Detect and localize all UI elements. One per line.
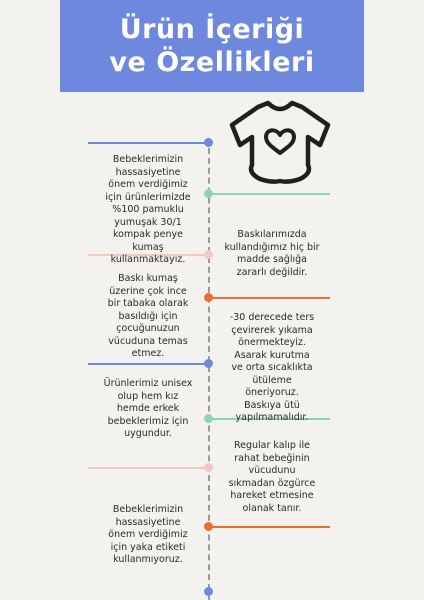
text-line: Bebeklerimizin (112, 154, 184, 165)
timeline-dot-9 (204, 587, 213, 596)
text-line: hemde erkek (116, 403, 180, 414)
text-line: etmez. (131, 348, 165, 359)
connector-line-7 (88, 467, 208, 469)
timeline-dot-1 (204, 138, 213, 147)
text-line: kullanmaktayız. (110, 254, 186, 265)
page-title-line2: ve Özellikleri (109, 47, 315, 78)
connector-line-5 (88, 363, 208, 365)
text-line: Bebeklerimizin (112, 504, 184, 515)
text-line: ütüleme (252, 374, 292, 386)
text-line: ve orta sıcaklıkta (231, 362, 313, 373)
text-line: önem verdiğimiz (108, 529, 188, 540)
text-line: çocuğunuzun (116, 323, 180, 334)
text-line: olup hem kız (117, 390, 179, 402)
connector-line-1 (88, 142, 208, 144)
connector-line-2 (210, 193, 330, 195)
feature-text-2 (212, 229, 332, 279)
page-title-line1: Ürün İçeriği (119, 14, 305, 45)
feature-text-5 (88, 378, 208, 441)
text-line: vücuduna temas (108, 335, 188, 347)
text-line: sıkmadan özgürce (228, 477, 316, 489)
text-line: çevirerek yıkama (231, 324, 313, 336)
text-line: kumaş (132, 241, 164, 253)
feature-text-6 (212, 440, 332, 515)
text-line: kullandığımız hiç bir (224, 241, 320, 253)
connector-line-8 (210, 526, 330, 528)
text-line: önermekteyiz. (238, 337, 306, 348)
text-line: olanak tanır. (242, 502, 302, 514)
text-line: Ürünlerimiz unisex (103, 378, 193, 389)
text-line: Asarak kurutma (234, 349, 310, 361)
text-line: hassasiyetine (115, 516, 181, 528)
text-line: rahat bebeğinin (234, 452, 310, 464)
text-line: yapılmamalıdır. (235, 412, 309, 423)
text-line: yumuşak 30/1 (114, 216, 182, 228)
text-line: bir tabaka olarak (107, 298, 189, 309)
text-line: Baskı kumaş (118, 273, 178, 284)
text-line: madde sağlığa (237, 254, 307, 265)
text-line: için yaka etiketi (110, 541, 186, 553)
text-line: bebeklerimiz için (107, 415, 189, 427)
feature-text-1 (88, 154, 208, 267)
text-line: hareket etmesine (230, 490, 314, 501)
baby-onesie-heart-icon (228, 95, 332, 191)
text-line: zararlı değildir. (236, 266, 308, 278)
text-line: kullanmıyoruz. (113, 554, 183, 565)
text-line: hassasiyetine (115, 166, 181, 178)
text-line: Baskıya ütü (244, 399, 300, 411)
text-line: kompak penye (113, 229, 183, 240)
text-line: %100 pamuklu (112, 204, 184, 215)
text-line: uygundur. (124, 428, 172, 439)
feature-text-3 (88, 273, 208, 361)
connector-line-4 (210, 297, 330, 299)
text-line: önem verdiğimiz (108, 179, 188, 190)
text-line: vücudunu (248, 465, 296, 476)
text-line: üzerine çok ince (109, 285, 187, 297)
text-line: için ürünlerimizde (105, 191, 191, 203)
feature-text-4 (212, 312, 332, 425)
feature-text-7 (88, 504, 208, 567)
text-line: basıldığı için (118, 310, 178, 322)
text-line: -30 derecede ters (229, 312, 315, 323)
text-line: öneriyoruz. (245, 387, 299, 398)
text-line: Regular kalıp ile (233, 440, 311, 451)
title-banner (60, 0, 364, 92)
text-line: Baskılarımızda (237, 229, 307, 240)
